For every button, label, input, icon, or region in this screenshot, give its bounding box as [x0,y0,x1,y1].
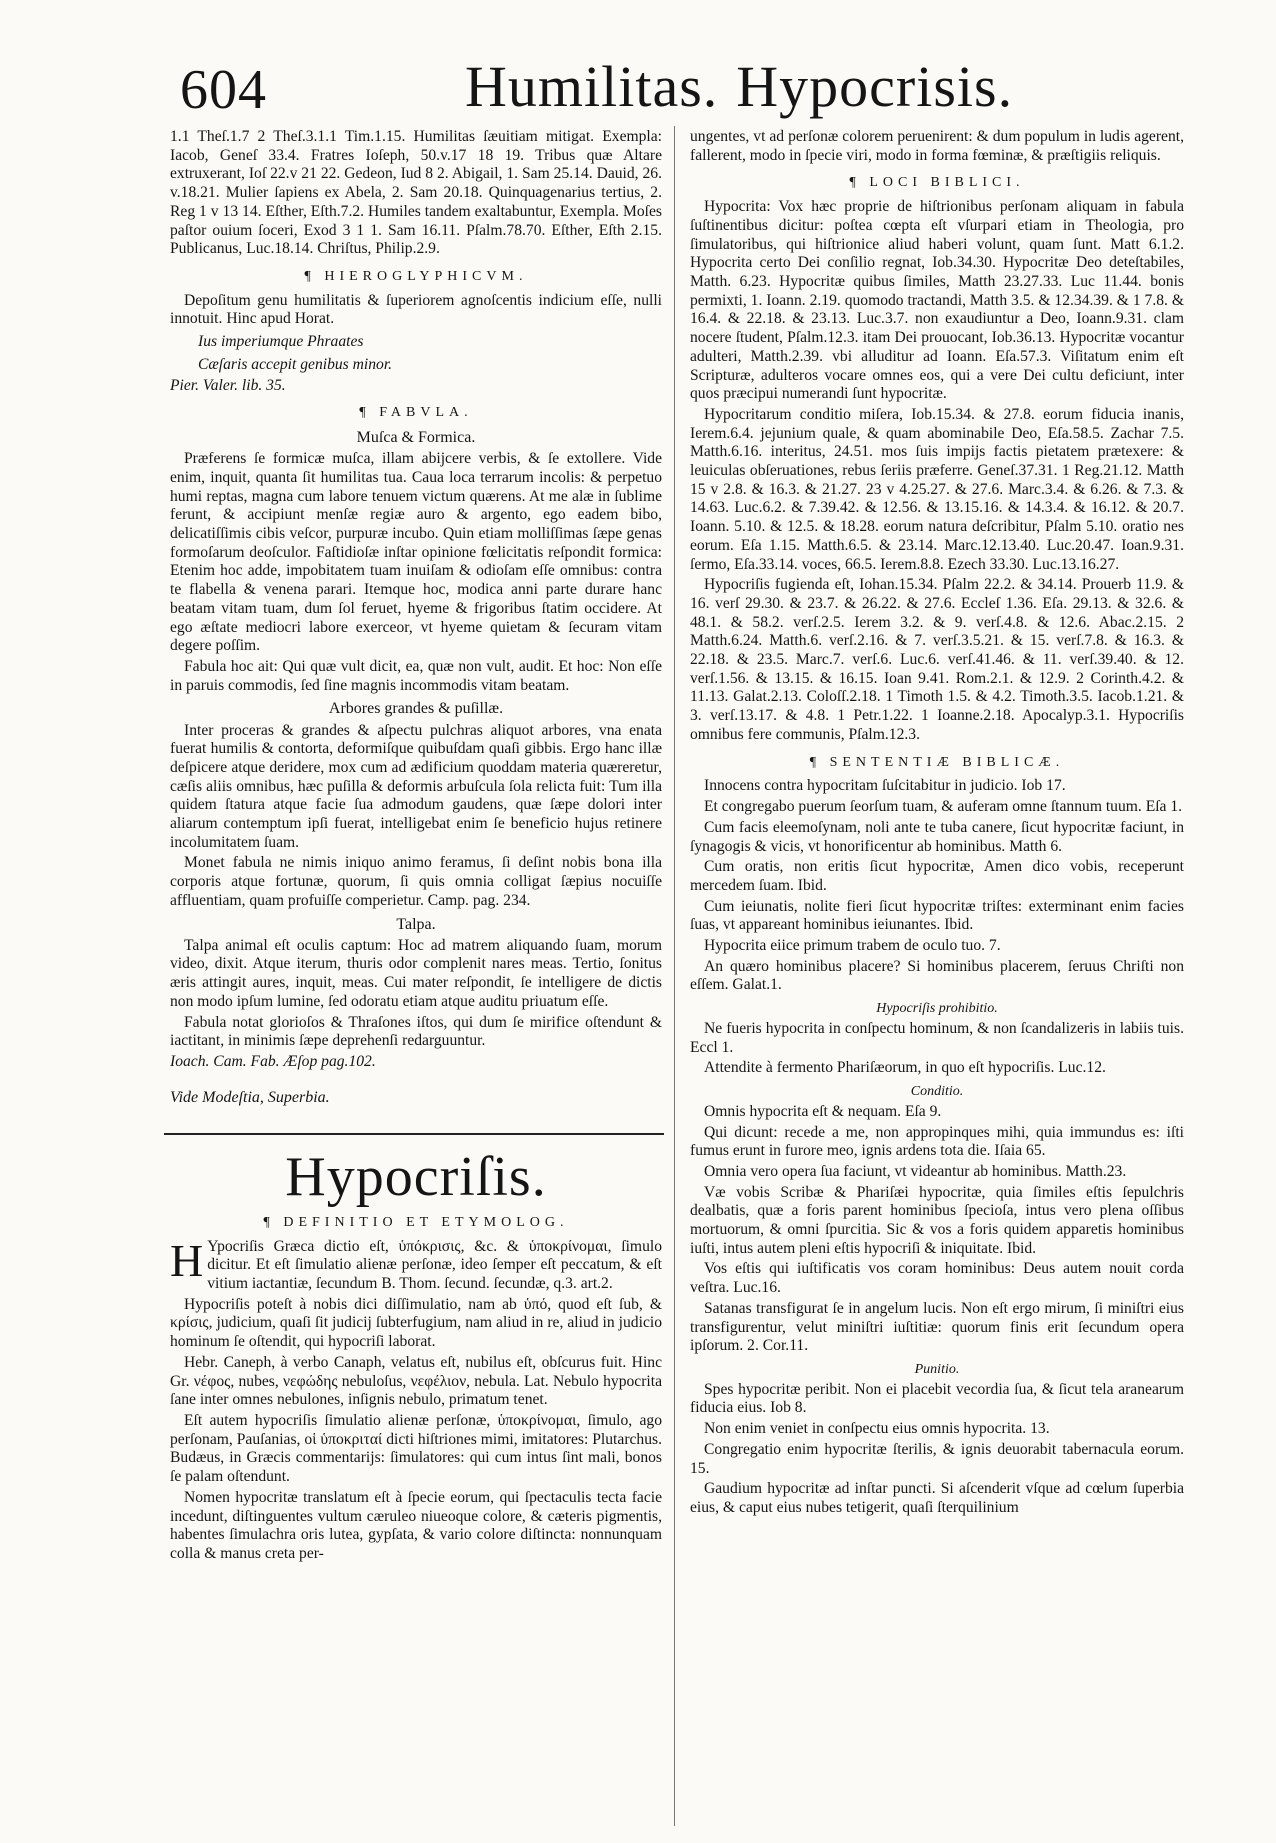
section-heading-fabula: ¶ FABVLA. [359,405,473,421]
paragraph: Talpa animal eſt oculis captum: Hoc ad matrem aliquando ſuam, morum video, dixit. Atque iterum, thuris odor complenit nares meas. Tertio, ſonitus æris attingit aures, inquit, meas. Cui mater reſpondit, ſe intelligere de dictis non modo ipſum lumine, ſed odoratu etiam atque auditu priuatum eſſe. [170,936,662,1010]
paragraph: Hypocrita eiice primum trabem de oculo tuo. 7. [704,937,1001,955]
paragraph: Hebr. Caneph, à verbo Canaph, velatus eſt, nubilus eſt, obſcurus fuit. Hinc Gr. νέφος, nubes, νεφώδης nebuloſus, νεφέλιον, nebula. Lat. Nebulo hypocrita ſane inter omnes nebulones, inſignis nebulo, primatum tenet. [170,1353,662,1409]
section-title: Hypocriſis. [285,1145,547,1208]
paragraph: An quæro hominibus placere? Si hominibus placerem, ſeruus Chriſti non eſſem. Galat.1. [690,957,1184,994]
paragraph: Monet fabula ne nimis iniquo animo feramus, ſi deſint nobis bona illa corporis atque fortunæ, quorum, ſi quis omnia colligat ſæpius nocuiſſe affluentiam, quam profuiſſe comperietur. Camp. pag. 234. [170,854,662,909]
section-heading-sententiae: ¶ SENTENTIÆ BIBLICÆ. [809,754,1065,770]
paragraph: Satanas transfigurat ſe in angelum lucis. Non eſt ergo mirum, ſi miniſtri eius transfigurentur, velut miniſtri iuſtitiæ: quorum finis erit ſecundum opera ipſorum. 2. Cor.11. [690,1299,1184,1355]
page-number: 604 [180,59,267,121]
citation: Pier. Valer. lib. 35. [170,376,286,394]
paragraph: Omnis hypocrita eſt & nequam. Eſa 9. [704,1102,942,1120]
running-title-right: Hypocrisis. [736,54,1014,119]
left-column [170,128,662,1566]
column-divider [674,126,675,1826]
paragraph: Innocens contra hypocritam ſuſcitabitur in judicio. Iob 17. [704,777,1066,795]
paragraph: Attendite à fermento Phariſæorum, in quo eſt hypocriſis. Luc.12. [704,1059,1106,1077]
citation: Ioach. Cam. Fab. Æſop pag.102. [170,1052,376,1070]
paragraph: Qui dicunt: recede a me, non appropinques mihi, quia immundus es: iſti fumus erunt in furore meo, ignis ardens tota die. Iſaia 65. [690,1123,1184,1160]
paragraph: ungentes, vt ad perſonæ colorem peruenirent: & dum populum in ludis agerent, fallerent, modo in ſpecie viri, modo in forma fœminæ, & præſtigiis reliquis. [690,128,1184,164]
subheading: Punitio. [914,1361,960,1377]
fable-title: Muſca & Formica. [356,429,476,447]
verse-line: Cæſaris accepit genibus minor. [198,355,393,373]
section-heading-hieroglyphicum: ¶ HIEROGLYPHICVM. [304,268,528,284]
fable-title: Arbores grandes & puſillæ. [328,700,504,718]
intro-paragraph: 1.1 Theſ.1.7 2 Theſ.3.1.1 Tim.1.15. Humilitas ſæuitiam mitigat. Exempla: Iacob, Geneſ 33.4. Fratres Ioſeph, 50.v.17 18 19. Tribus quæ Altare extruxerant, Ioſ 22.v 21 22. Gedeon, Iud 8 2. Abigail, 1. Sam 25.14. Dauid, 26. v.18.21. Mulier ſapiens ex Abela, 2. Sam 20.18. Quinquagenarius tertius, 2. Reg 1 v 13 14. Eſther, Eſth.7.2. Humiles tandem exaltabuntur, Exempla. Moſes paſtor ouium ſoceri, Exod 3 1 1. Sam 16.11. Pſalm.78.70. Eſther, Eſth 2.15. Publicanus, Luc.18.14. Chriſtus, Philip.2.9. [170,128,662,258]
paragraph-text: Ypocriſis Græca dictio eſt, ὑπόκρισις, &c. & ὑποκρίνομαι, ſimulo dicitur. Et eſt ſimulatio alienæ perſonæ, ideo ſemper eſt peccatum, & eſt vitium iactantiæ, ſecundum B. Thom. ſecund. ſecundæ, q.3. art.2. [207,1237,662,1293]
paragraph: Hypocriſis fugienda eſt, Iohan.15.34. Pſalm 22.2. & 34.14. Prouerb 11.9. & 16. verſ 29.30. & 23.7. & 26.22. & 27.6. Eccleſ 1.36. Eſa. 29.13. & 32.6. & 48.1. & 58.2. verſ.2.5. Ierem 3.2. & 9. verſ.4.8. & 12.6. Abac.2.15. 2 Matth.6.24. Matth.6. verſ.2.16. & 7. verſ.3.5.21. & 15. verſ.7.8. & 16.3. & 22.18. & 23.5. Marc.7. verſ.6. Luc.6. verſ.41.46. & 11. verſ.39.40. & 12. verſ.1.56. & 13.15. & 16.15. Ioan 9.41. Rom.2.1. & 12.9. 2 Corinth.4.2. & 11.13. Galat.2.13. Coloſſ.2.18. 1 Timoth 1.5. & 4.2. Timoth.3.5. Iacob.1.21. & 3. verſ.13.17. & 4.8. 1 Petr.1.22. 1 Ioanne.2.18. Apocalyp.3.1. Hypocriſis omnibus fere communis, Pſalm.12.3. [690,576,1184,743]
paragraph: Congregatio enim hypocritæ ſterilis, & ignis deuorabit tabernacula eorum. 15. [690,1440,1184,1477]
paragraph: Gaudium hypocritæ ad inſtar puncti. Si aſcenderit vſque ad cœlum ſuperbia eius, & caput eius nubes tetigerit, quaſi ſterquilinium [690,1480,1184,1516]
paragraph: Fabula hoc ait: Qui quæ vult dicit, ea, quæ non vult, audit. Et hoc: Non eſſe in paruis commodis, ſed ſine magnis incommodis vitam beatam. [170,657,662,694]
paragraph: Hypocrita: Vox hæc proprie de hiſtrionibus perſonam aliquam in fabula ſuſtinentibus dicitur: poſtea cœpta eſt vſurpari etiam in Theologia, pro ſimulatoribus, qui hiſtrionice aliud haberi volunt, quam ſunt. Matt 6.1.2. Hypocrita certo Dei conſilio regnat, Iob.34.30. Hypocritæ Deo deteſtabiles, Matth. 6.23. Hypocritæ quibus ſimiles, Matth 23.27.33. Luc 11.44. bonis permixti, 1. Ioann. 2.19. quomodo tractandi, Matth 3.5. & 12.34.39. & 1 7.8. & 16.4. & 22.18. & 23.13. Luc.3.7. non exaudiuntur a Deo, Ioann.9.31. clam nocere ſtudent, Pſalm.12.3. itam Dei prouocant, Iob.36.13. Hypocritæ vocantur adulteri, Matth.2.39. vbi alluditur ad Ioann. Eſa.57.3. Viſitatum enim eſt Scripturæ, adulteros vocare omnes eos, qui a vere Dei cultu deficiunt, inter quos præcipui numerandi ſunt hypocritæ. [690,198,1184,403]
paragraph: Inter proceras & grandes & aſpectu pulchras aliquot arbores, vna enata fuerat humilis & contorta, deformiſque quibuſdam quaſi gibbis. Ergo hanc illæ deſpicere atque deridere, mox cum ad ædificium quoddam materia quæreretur, cæſis aliis omnibus, hæc puſilla & deformis arbuſcula ſola relicta fuit: Tum illa quidem ſtatura atque facie ſua admodum gaudens, quæ ſæpe dolori inter aliarum contemptum ipſi fuerat, intelligebat enim ſe beneficio hujus retinere incolumitatem ſuam. [170,721,662,851]
right-column [690,128,1184,1520]
paragraph: Nomen hypocritæ translatum eſt à ſpecie eorum, qui ſpectaculis tecta facie incedunt, diſtinguentes vultum cæruleo niueoque colore, & cæteris pigmentis, habentes ſimulachra oris lutea, gypſata, & vario colore diſtincta: nonnunquam colla & manus creta per- [170,1488,662,1562]
paragraph: Vos eſtis qui iuſtificatis vos coram hominibus: Deus autem nouit corda veſtra. Luc.16. [690,1260,1184,1297]
fable-title: Talpa. [396,915,436,933]
paragraph: Hypocritarum conditio miſera, Iob.15.34. & 27.8. eorum fiducia inanis, Ierem.6.4. jejunium quale, & quam abominabile Deo, Eſa.58.5. Zachar 7.5. Matth.6.16. interitus, 24.51. mos ſuis impijs factis pietatem prætexere: & leuiculas obſeruationes, rebus ſeriis præferre. Geneſ.37.31. 1 Reg.21.12. Matth 15 v 2.8. & 16.3. & 21.27. 23 v 4.25.27. & 27.6. Marc.3.4. & 6.26. & 7.3. & 14.63. Luc.6.2. & 7.39.42. & 12.56. & 13.15.16. & 14.3.4. & 16.12. & 20.7. Ioann. 5.10. & 12.5. & 18.28. eorum natura deſcribitur, Pſalm 5.10. oratio nes eorum. Eſa 1.15. Matth.6.5. & 23.14. Marc.12.13.40. Luc.20.47. Ioan.9.31. ſermo, Eſa.33.14. voces, 66.5. Ierem.8.8. Ezech 33.30. Luc.13.16.27. [690,405,1184,573]
paragraph: Hypocriſis poteſt à nobis dici diſſimulatio, nam ab ὑπό, quod eſt ſub, & κρίσις, judicium, quaſi ſit judicij ſubterfugium, nam aliud in re, aliud in judicio hominum ſe oſtendit, qui hypocriſi laborat. [170,1295,662,1351]
paragraph: Eſt autem hypocriſis ſimulatio alienæ perſonæ, ὑποκρίνομαι, ſimulo, ago perſonam, Pauſanias, οἱ ὑποκριταί dicti hiſtriones mimi, imitatores: Plutarchus. Budæus, in Græcis commentarijs: ſimulatores: qui cum intus ſint mali, bonos ſe palam oſtendunt. [170,1412,662,1486]
paragraph: Spes hypocritæ peribit. Non ei placebit vecordia ſua, & ſicut tela aranearum fiducia eius. Iob 8. [690,1380,1184,1417]
paragraph [170,1234,662,1294]
section-heading-loci-biblici: ¶ LOCI BIBLICI. [849,175,1025,191]
subheading: Hypocriſis prohibitio. [876,1001,998,1017]
paragraph: Cum ieiunatis, nolite fieri ſicut hypocritæ triſtes: exterminant enim facies ſuas, vt appareant hominibus ieiunantes. Ibid. [690,897,1184,934]
section-heading-definitio: ¶ DEFINITIO ET ETYMOLOG. [263,1214,569,1230]
cross-reference: Vide Modeſtia, Superbia. [170,1088,330,1106]
paragraph: Væ vobis Scribæ & Phariſæi hypocritæ, quia ſimiles eſtis ſepulchris dealbatis, quæ a foris parent hominibus ſpecioſa, intus vero plena oſſibus mortuorum, & omni ſpurcitia. Sic & vos a foris quidem apparetis hominibus iuſti, intus autem pleni eſtis hypocriſi & iniquitate. Ibid. [690,1183,1184,1257]
paragraph: Omnia vero opera ſua faciunt, vt videantur ab hominibus. Matth.23. [704,1162,1127,1180]
paragraph: Ne fueris hypocrita in conſpectu hominum, & non ſcandalizeris in labiis tuis. Eccl 1. [690,1019,1184,1056]
paragraph: Depoſitum genu humilitatis & ſuperiorem agnoſcentis indicium eſſe, nulli innotuit. Hinc apud Horat. [170,291,662,328]
paragraph: Et congregabo puerum ſeorſum tuam, & auferam omne ſtannum tuum. Eſa 1. [704,798,1183,816]
running-header [465,54,1014,119]
paragraph: Cum oratis, non eritis ſicut hypocritæ, Amen dico vobis, receperunt mercedem ſuam. Ibid. [690,858,1184,894]
paragraph: Cum facis eleemoſynam, noli ante te tuba canere, ſicut hypocritæ faciunt, in ſynagogis & vicis, vt honorificentur ab hominibus. Matth 6. [690,818,1184,855]
section-rule [164,1133,664,1135]
paragraph: Præferens ſe formicæ muſca, illam abijcere verbis, & ſe extollere. Vide enim, inquit, quanta ſit humilitas tua. Caua loca terrarum incolis: & perpetuo humi reptas, magna cum labore tenuem victum quærens. At me alæ in ſublime ferunt, & accipiunt menſæ regiæ auro & argento, ego eadem bibo, delicatiſſimis cibis veſcor, purpuræ incubo. Quin etiam molliſſimas ſæpe genas formoſarum deoſculor. Faſtidioſæ inſtar opinione fœlicitatis reſpondit formica: Etenim hoc adde, impobitatem tuam inuiſam & odioſam eſſe omnibus: contra te flabella & venena parari. Itemque hoc, modica anni parte durare hanc beatam vitam tuam, dum ſol feruet, hyeme & frigoribus ſtatim occidere. At ego æſtate mediocri labore exerceor, vt hyeme quietam & ſecuram vitam degere poſſim. [170,450,662,655]
running-title-left: Humilitas. [465,54,719,119]
subheading: Conditio. [910,1084,964,1100]
drop-cap: H [170,1234,204,1286]
verse-line: Ius imperiumque Phraates [198,333,364,351]
paragraph: Non enim veniet in conſpectu eius omnis hypocrita. 13. [704,1420,1050,1438]
paragraph: Fabula notat glorioſos & Thraſones iſtos, qui dum ſe mirifice oſtendunt & iactitant, in minimis ſæpe deprehenſi redarguuntur. [170,1013,662,1050]
